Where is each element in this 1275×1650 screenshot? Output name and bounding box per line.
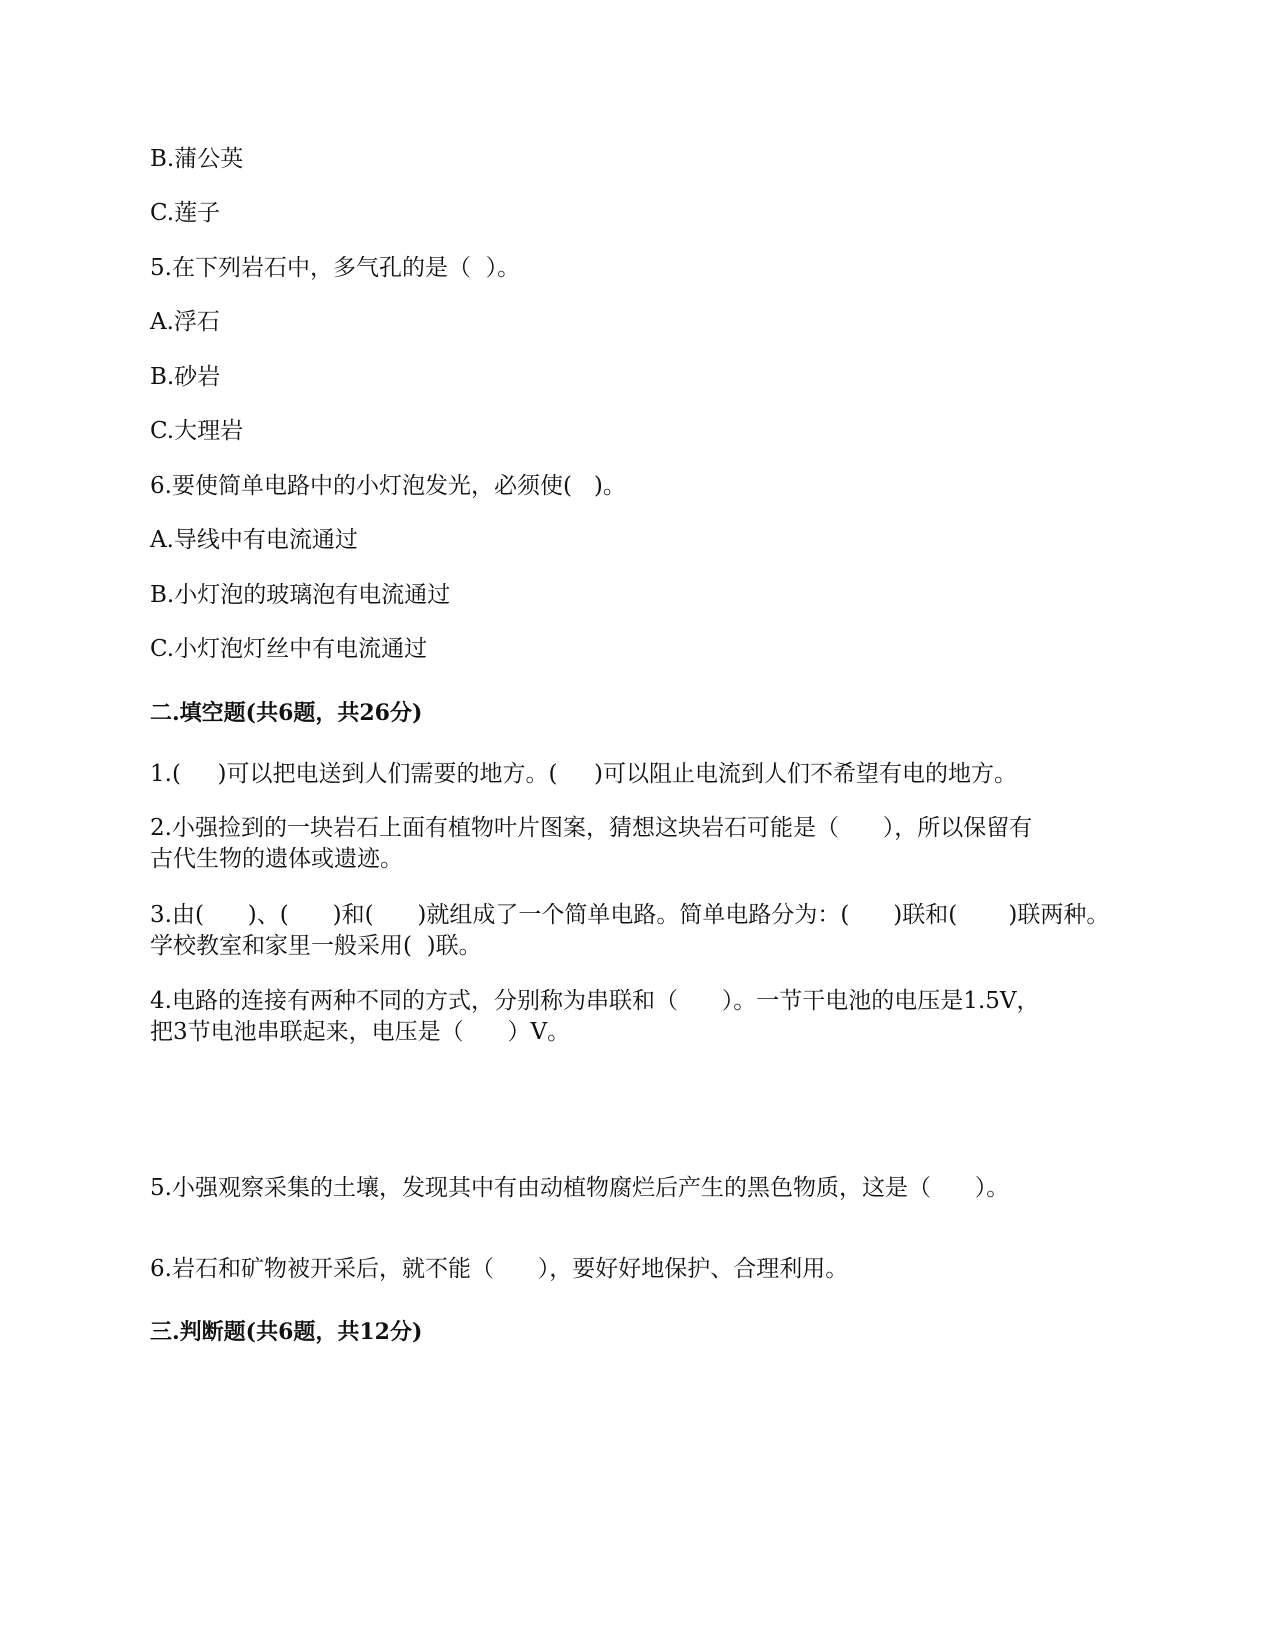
section2-heading: 二.填空题(共6题，共26分) [150,700,423,726]
fill-q4-line2: 把3节电池串联起来，电压是（ ）V。 [150,1019,571,1045]
q5-option-a: A.浮石 [150,309,220,335]
fill-q2-line2: 古代生物的遗体或遗迹。 [150,846,403,872]
q6-option-b: B.小灯泡的玻璃泡有电流通过 [150,582,451,608]
fill-q3-line1: 3.由( )、( )和( )就组成了一个简单电路。简单电路分为：( )联和( )联两种。 [150,902,1110,928]
q6-stem: 6.要使简单电路中的小灯泡发光，必须使( )。 [150,473,626,499]
fill-q1: 1.( )可以把电送到人们需要的地方。( )可以阻止电流到人们不希望有电的地方。 [150,761,1017,787]
q6-option-c: C.小灯泡灯丝中有电流通过 [150,636,428,662]
fill-q3-line2: 学校教室和家里一般采用( )联。 [150,933,482,959]
q5-option-b: B.砂岩 [150,364,221,390]
fill-q2-line1: 2.小强捡到的一块岩石上面有植物叶片图案，猜想这块岩石可能是（ ），所以保留有 [150,815,1033,841]
q5-stem: 5.在下列岩石中，多气孔的是（ ）。 [150,255,521,281]
fill-q6: 6.岩石和矿物被开采后，就不能（ ），要好好地保护、合理利用。 [150,1256,849,1282]
q6-option-a: A.导线中有电流通过 [150,527,358,553]
fill-q5: 5.小强观察采集的土壤，发现其中有由动植物腐烂后产生的黑色物质，这是（ ）。 [150,1175,1010,1201]
fill-q4-line1: 4.电路的连接有两种不同的方式，分别称为串联和（ ）。一节干电池的电压是1.5V， [150,988,1040,1014]
q4-option-c: C.莲子 [150,200,221,226]
section3-heading: 三.判断题(共6题，共12分) [150,1319,423,1345]
q4-option-b: B.蒲公英 [150,146,244,172]
q5-option-c: C.大理岩 [150,418,244,444]
